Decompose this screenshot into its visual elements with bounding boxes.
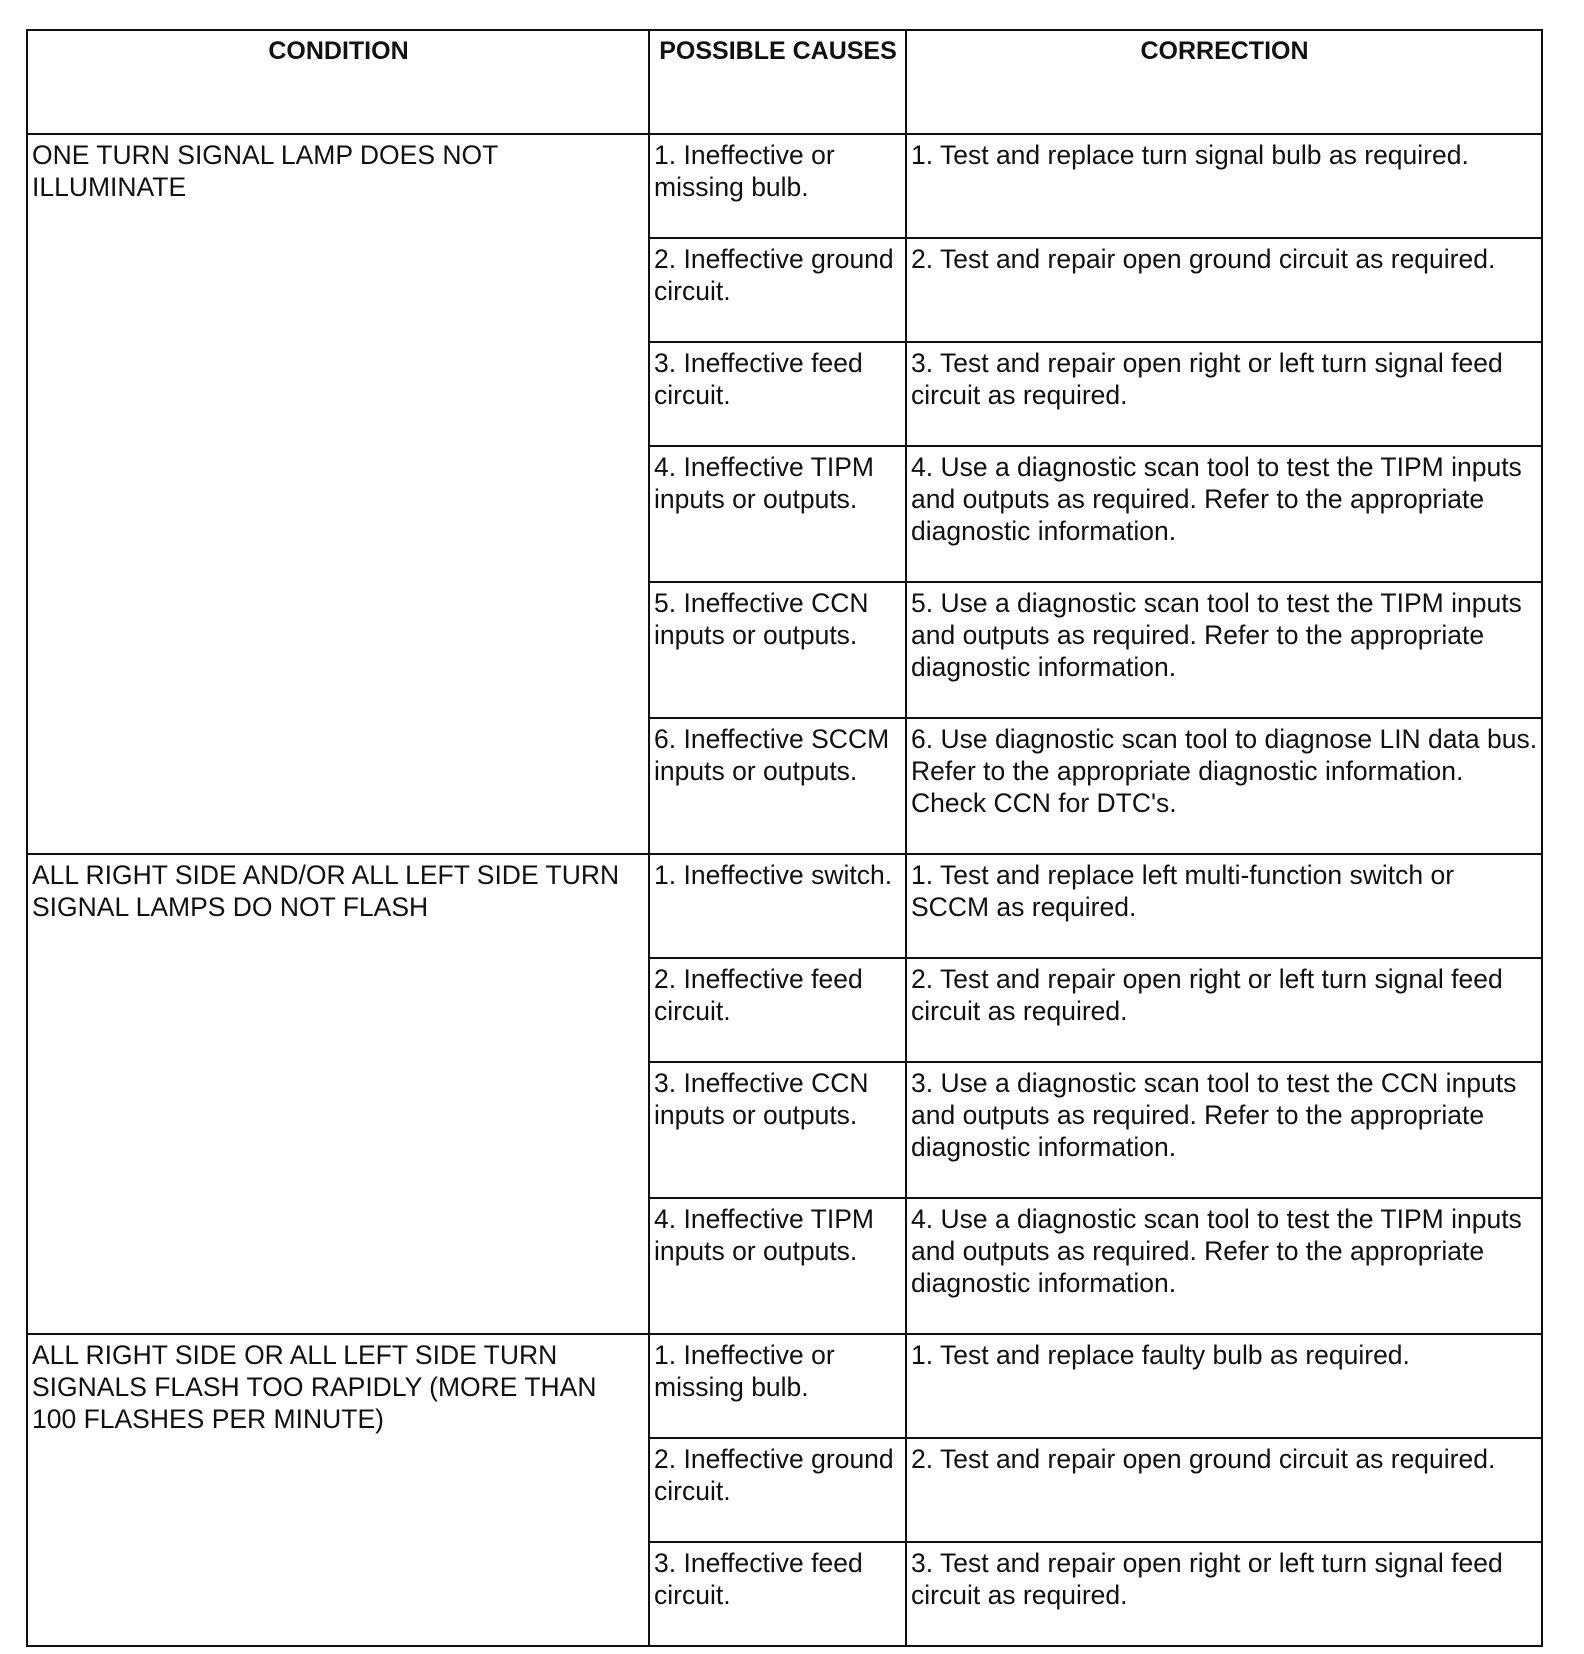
cause-cell: 2. Ineffective feed circuit.: [649, 958, 906, 1062]
cause-cell: 1. Ineffective switch.: [649, 854, 906, 958]
table-row: [27, 854, 1542, 958]
correction-cell: 2. Test and repair open right or left turn signal feed circuit as required.: [906, 958, 1542, 1062]
cause-cell: 5. Ineffective CCN inputs or outputs.: [649, 582, 906, 718]
header-correction: CORRECTION: [906, 30, 1542, 134]
correction-cell: 4. Use a diagnostic scan tool to test the TIPM inputs and outputs as required. Refer to the appropriate diagnostic information.: [906, 1198, 1542, 1334]
cause-cell: 1. Ineffective or missing bulb.: [649, 1334, 906, 1438]
correction-cell: 6. Use diagnostic scan tool to diagnose LIN data bus. Refer to the appropriate diagnostic information. Check CCN for DTC's.: [906, 718, 1542, 854]
correction-cell: 1. Test and replace turn signal bulb as required.: [906, 134, 1542, 238]
correction-cell: 1. Test and replace left multi-function switch or SCCM as required.: [906, 854, 1542, 958]
correction-cell: 1. Test and replace faulty bulb as required.: [906, 1334, 1542, 1438]
table-row: [27, 134, 1542, 238]
condition-cell: ALL RIGHT SIDE AND/OR ALL LEFT SIDE TURN SIGNAL LAMPS DO NOT FLASH: [27, 854, 649, 1334]
correction-cell: 5. Use a diagnostic scan tool to test the TIPM inputs and outputs as required. Refer to the appropriate diagnostic information.: [906, 582, 1542, 718]
correction-cell: 2. Test and repair open ground circuit as required.: [906, 238, 1542, 342]
correction-cell: 3. Test and repair open right or left turn signal feed circuit as required.: [906, 342, 1542, 446]
cause-cell: 6. Ineffective SCCM inputs or outputs.: [649, 718, 906, 854]
table-row: [27, 1334, 1542, 1438]
correction-cell: 2. Test and repair open ground circuit as required.: [906, 1438, 1542, 1542]
header-row: [27, 30, 1542, 134]
cause-cell: 4. Ineffective TIPM inputs or outputs.: [649, 1198, 906, 1334]
cause-cell: 2. Ineffective ground circuit.: [649, 238, 906, 342]
condition-cell: ONE TURN SIGNAL LAMP DOES NOT ILLUMINATE: [27, 134, 649, 854]
correction-cell: 4. Use a diagnostic scan tool to test the TIPM inputs and outputs as required. Refer to the appropriate diagnostic information.: [906, 446, 1542, 582]
cause-cell: 4. Ineffective TIPM inputs or outputs.: [649, 446, 906, 582]
cause-cell: 3. Ineffective CCN inputs or outputs.: [649, 1062, 906, 1198]
cause-cell: 2. Ineffective ground circuit.: [649, 1438, 906, 1542]
cause-cell: 1. Ineffective or missing bulb.: [649, 134, 906, 238]
correction-cell: 3. Use a diagnostic scan tool to test the CCN inputs and outputs as required. Refer to the appropriate diagnostic information.: [906, 1062, 1542, 1198]
cause-cell: 3. Ineffective feed circuit.: [649, 342, 906, 446]
header-condition: CONDITION: [27, 30, 649, 134]
correction-cell: 3. Test and repair open right or left turn signal feed circuit as required.: [906, 1542, 1542, 1646]
condition-cell: ALL RIGHT SIDE OR ALL LEFT SIDE TURN SIGNALS FLASH TOO RAPIDLY (MORE THAN 100 FLASHES PER MINUTE): [27, 1334, 649, 1646]
header-possible-causes: POSSIBLE CAUSES: [649, 30, 906, 134]
diagnosis-table: [26, 29, 1543, 1647]
cause-cell: 3. Ineffective feed circuit.: [649, 1542, 906, 1646]
